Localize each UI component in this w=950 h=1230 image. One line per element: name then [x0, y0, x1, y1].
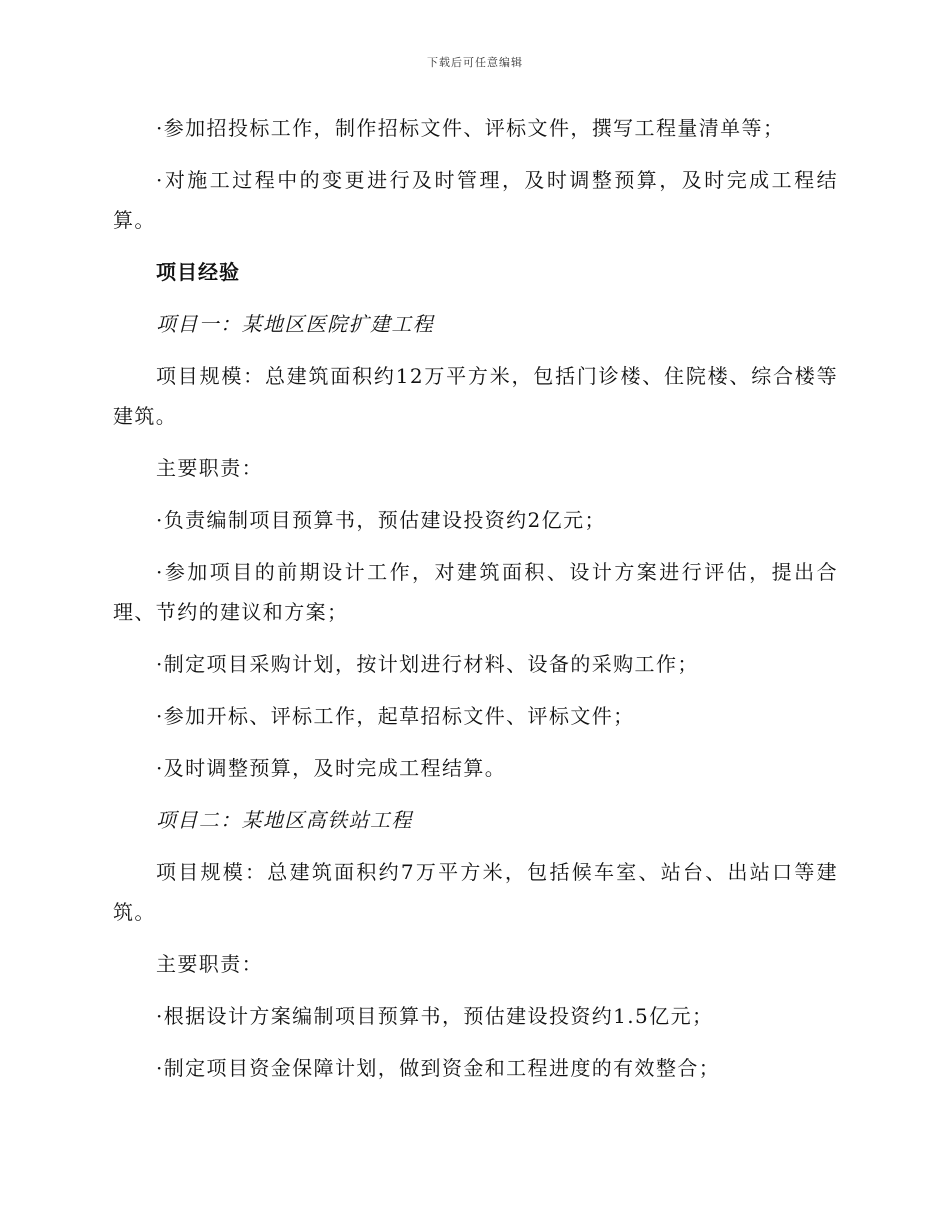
document-body: [113, 108, 838, 1100]
project2-duties-label: 主要职责：: [156, 952, 263, 976]
project2-title: 项目二：某地区高铁站工程: [156, 808, 413, 832]
section-title: 项目经验: [156, 260, 240, 284]
project1-scale: 项目规模：总建筑面积约12万平方米，包括门诊楼、住院楼、综合楼等建筑。: [113, 364, 838, 428]
page-header: 下载后可任意编辑: [427, 56, 523, 69]
project1-duty-design: ·参加项目的前期设计工作，对建筑面积、设计方案进行评估，提出合理、节约的建议和方案；: [113, 560, 838, 624]
project1-duty-procurement: ·制定项目采购计划，按计划进行材料、设备的采购工作；: [156, 652, 699, 676]
bullet-change-management: ·对施工过程中的变更进行及时管理，及时调整预算，及时完成工程结算。: [113, 168, 838, 232]
project1-title: 项目一：某地区医院扩建工程: [156, 312, 435, 336]
project1-duty-settlement: ·及时调整预算，及时完成工程结算。: [156, 756, 507, 780]
project1-duty-budget: ·负责编制项目预算书，预估建设投资约2亿元；: [156, 508, 606, 532]
bullet-tendering: ·参加招投标工作，制作招标文件、评标文件，撰写工程量清单等；: [156, 116, 785, 140]
project2-scale: 项目规模：总建筑面积约7万平方米，包括候车室、站台、出站口等建筑。: [113, 860, 838, 924]
project1-duties-label: 主要职责：: [156, 456, 263, 480]
project2-duty-budget: ·根据设计方案编制项目预算书，预估建设投资约1.5亿元；: [156, 1004, 714, 1028]
project2-duty-funding: ·制定项目资金保障计划，做到资金和工程进度的有效整合；: [156, 1056, 721, 1080]
project1-duty-bidding: ·参加开标、评标工作，起草招标文件、评标文件；: [156, 704, 635, 728]
